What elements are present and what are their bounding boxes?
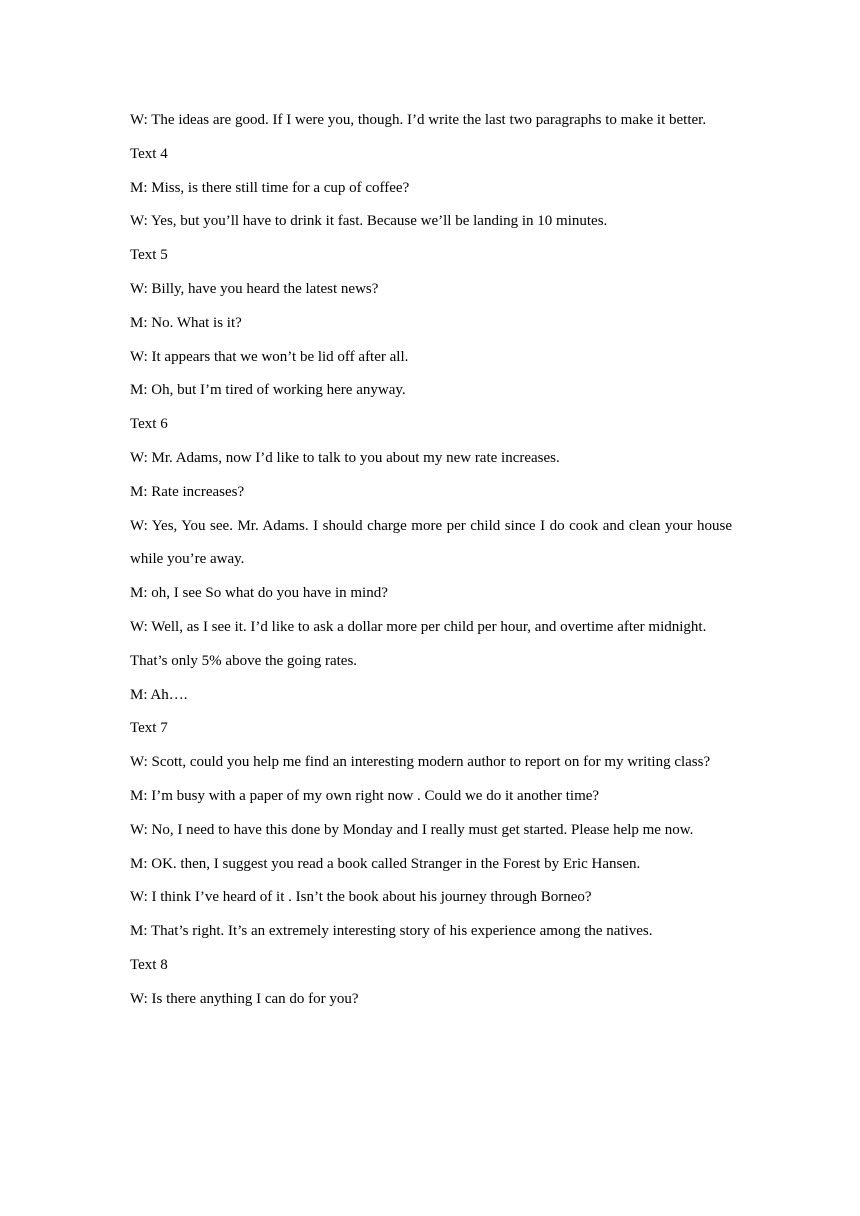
document-page [130, 104, 732, 1017]
dialogue-line: W: Billy, have you heard the latest news? [130, 280, 379, 297]
dialogue-line: W: Is there anything I can do for you? [130, 990, 359, 1007]
dialogue-line: W: It appears that we won’t be lid off after all. [130, 348, 409, 365]
dialogue-line: M: No. What is it? [130, 314, 242, 331]
dialogue-line: That’s only 5% above the going rates. [130, 652, 358, 669]
dialogue-line: W: Well, as I see it. I’d like to ask a dollar more per child per hour, and overtime after midnight. [130, 618, 707, 635]
dialogue-line: W: Mr. Adams, now I’d like to talk to you about my new rate increases. [130, 449, 560, 466]
dialogue-line: M: Ah…. [130, 686, 188, 703]
dialogue-line: W: I think I’ve heard of it . Isn’t the book about his journey through Borneo? [130, 889, 592, 906]
dialogue-line: M: That’s right. It’s an extremely interesting story of his experience among the natives. [130, 923, 653, 940]
section-heading-text-7: Text 7 [130, 720, 168, 737]
dialogue-line: W: Yes, but you’ll have to drink it fast. Because we’ll be landing in 10 minutes. [130, 213, 608, 230]
dialogue-line: W: Yes, You see. Mr. Adams. I should charge more per child since I do cook and clean your house while you’re away. [130, 517, 732, 568]
section-heading-text-6: Text 6 [130, 416, 168, 433]
dialogue-line: M: I’m busy with a paper of my own right now . Could we do it another time? [130, 787, 600, 804]
dialogue-line: M: Oh, but I’m tired of working here anyway. [130, 382, 406, 399]
dialogue-line: M: Miss, is there still time for a cup of coffee? [130, 179, 410, 196]
dialogue-line: M: Rate increases? [130, 483, 245, 500]
dialogue-line: W: No, I need to have this done by Monday and I really must get started. Please help me now. [130, 821, 694, 838]
dialogue-line: M: OK. then, I suggest you read a book called Stranger in the Forest by Eric Hansen. [130, 855, 641, 872]
section-heading-text-8: Text 8 [130, 956, 168, 973]
section-heading-text-4: Text 4 [130, 145, 168, 162]
dialogue-line: W: Scott, could you help me find an interesting modern author to report on for my writing class? [130, 754, 711, 771]
dialogue-line: M: oh, I see So what do you have in mind? [130, 585, 388, 602]
dialogue-line: W: The ideas are good. If I were you, though. I’d write the last two paragraphs to make it better. [130, 112, 707, 128]
section-heading-text-5: Text 5 [130, 247, 168, 264]
